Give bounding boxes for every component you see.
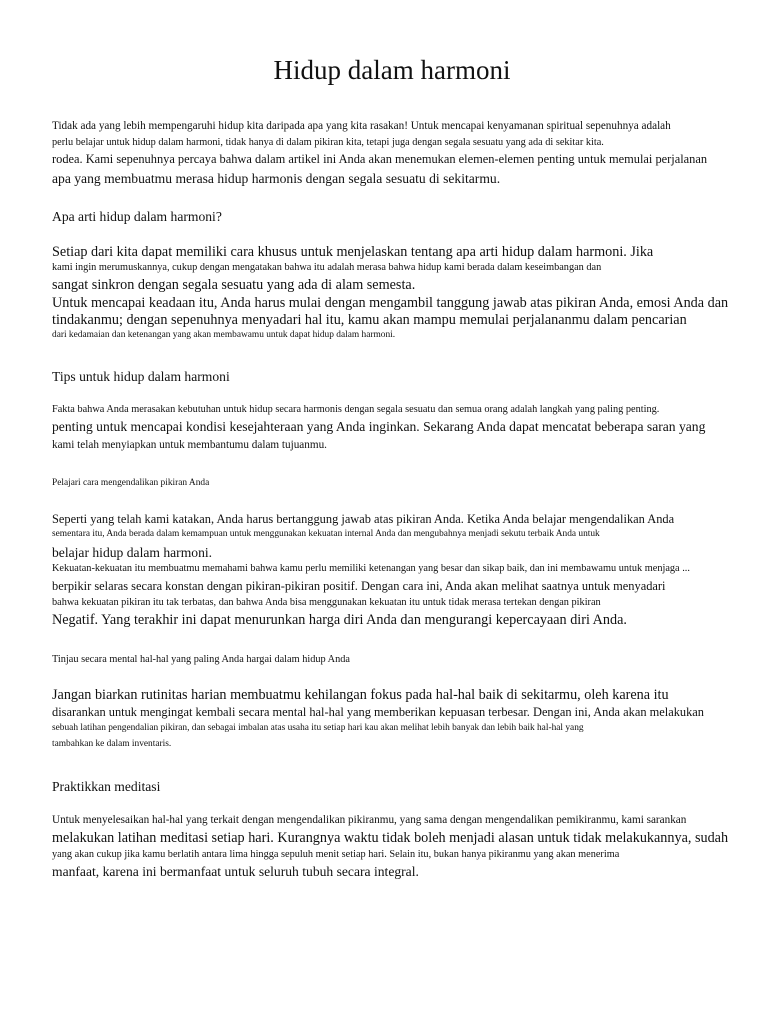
paragraph-line: Setiap dari kita dapat memiliki cara khusus untuk menjelaskan tentang apa arti hidup dalam harmoni. Jika (52, 244, 654, 260)
paragraph-line: bahwa kekuatan pikiran itu tak terbatas, dan bahwa Anda bisa menggunakan kekuatan itu untuk tidak merasa tertekan dengan pikiran (52, 597, 601, 608)
paragraph-line: penting untuk mencapai kondisi kesejahteraan yang Anda inginkan. Sekarang Anda dapat mencatat beberapa saran yang (52, 419, 706, 434)
section-heading: Pelajari cara mengendalikan pikiran Anda (52, 478, 210, 488)
paragraph-line: Kekuatan-kekuatan itu membuatmu memahami bahwa kamu perlu memiliki ketenangan yang besar dan sikap baik, dan ini membawamu untuk menjaga ... (52, 563, 690, 574)
paragraph-line: Untuk menyelesaikan hal-hal yang terkait dengan mengendalikan pikiranmu, yang sama dengan mengendalikan pemikiranmu, kami sarankan (52, 814, 687, 826)
paragraph-line: yang akan cukup jika kamu berlatih antara lima hingga sepuluh menit setiap hari. Selain itu, bukan hanya pikiranmu yang akan menerima (52, 849, 620, 860)
paragraph-line: Seperti yang telah kami katakan, Anda harus bertanggung jawab atas pikiran Anda. Ketika Anda belajar mengendalikan Anda (52, 512, 675, 526)
intro-line: apa yang membuatmu merasa hidup harmonis dengan segala sesuatu di sekitarmu. (52, 171, 501, 186)
paragraph-line: sangat sinkron dengan segala sesuatu yang ada di alam semesta. (52, 277, 416, 293)
paragraph-line: Jangan biarkan rutinitas harian membuatmu kehilangan fokus pada hal-hal baik di sekitarmu, oleh karena itu (52, 687, 669, 703)
paragraph-line: sebuah latihan pengendalian pikiran, dan sebagai imbalan atas usaha itu setiap hari kau akan melihat lebih banyak dan lebih baik hal-hal yang (52, 723, 584, 733)
paragraph-line: manfaat, karena ini bermanfaat untuk seluruh tubuh secara integral. (52, 864, 419, 879)
paragraph-line: Negatif. Yang terakhir ini dapat menurunkan harga diri Anda dan mengurangi kepercayaan diri Anda. (52, 612, 627, 628)
paragraph-line: sementara itu, Anda berada dalam kemampuan untuk menggunakan kekuatan internal Anda dan mengubahnya menjadi sekutu terbaik Anda untuk (52, 529, 600, 539)
paragraph-line: kami ingin merumuskannya, cukup dengan mengatakan bahwa itu adalah merasa bahwa hidup kami berada dalam keseimbangan dan (52, 262, 602, 273)
document-title: Hidup dalam harmoni (273, 55, 511, 85)
section-heading: Apa arti hidup dalam harmoni? (52, 209, 222, 224)
paragraph-line: Fakta bahwa Anda merasakan kebutuhan untuk hidup secara harmonis dengan segala sesuatu dan semua orang adalah langkah yang paling penting. (52, 404, 660, 415)
section-heading: Tinjau secara mental hal-hal yang paling Anda hargai dalam hidup Anda (52, 654, 350, 665)
paragraph-line: belajar hidup dalam harmoni. (52, 545, 213, 560)
paragraph-line: Untuk mencapai keadaan itu, Anda harus mulai dengan mengambil tanggung jawab atas pikiran Anda, emosi Anda dan (52, 295, 729, 311)
intro-line: Tidak ada yang lebih mempengaruhi hidup kita daripada apa yang kita rasakan! Untuk mencapai kenyamanan spiritual sepenuhnya adalah (52, 120, 671, 132)
paragraph-line: tindakanmu; dengan sepenuhnya menyadari hal itu, kamu akan mampu memulai perjalananmu dalam pencarian (52, 312, 687, 328)
paragraph-line: dari kedamaian dan ketenangan yang akan membawamu untuk dapat hidup dalam harmoni. (52, 330, 396, 340)
paragraph-line: tambahkan ke dalam inventaris. (52, 739, 172, 749)
section-heading: Tips untuk hidup dalam harmoni (52, 369, 230, 384)
paragraph-line: kami telah menyiapkan untuk membantumu dalam tujuanmu. (52, 439, 327, 451)
paragraph-line: berpikir selaras secara konstan dengan pikiran-pikiran positif. Dengan cara ini, Anda akan melihat saatnya untuk menyadari (52, 579, 666, 593)
paragraph-line: melakukan latihan meditasi setiap hari. Kurangnya waktu tidak boleh menjadi alasan untuk tidak melakukannya, sudah (52, 830, 729, 846)
section-heading: Praktikkan meditasi (52, 779, 161, 794)
intro-line: perlu belajar untuk hidup dalam harmoni, tidak hanya di dalam pikiran kita, tetapi juga dengan segala sesuatu yang ada di sekitar kita. (52, 137, 604, 148)
intro-line: rodea. Kami sepenuhnya percaya bahwa dalam artikel ini Anda akan menemukan elemen-elemen penting untuk memulai perjalanan (52, 152, 708, 166)
paragraph-line: disarankan untuk mengingat kembali secara mental hal-hal yang memberikan kepuasan terbesar. Dengan ini, Anda akan melakukan (52, 705, 704, 719)
